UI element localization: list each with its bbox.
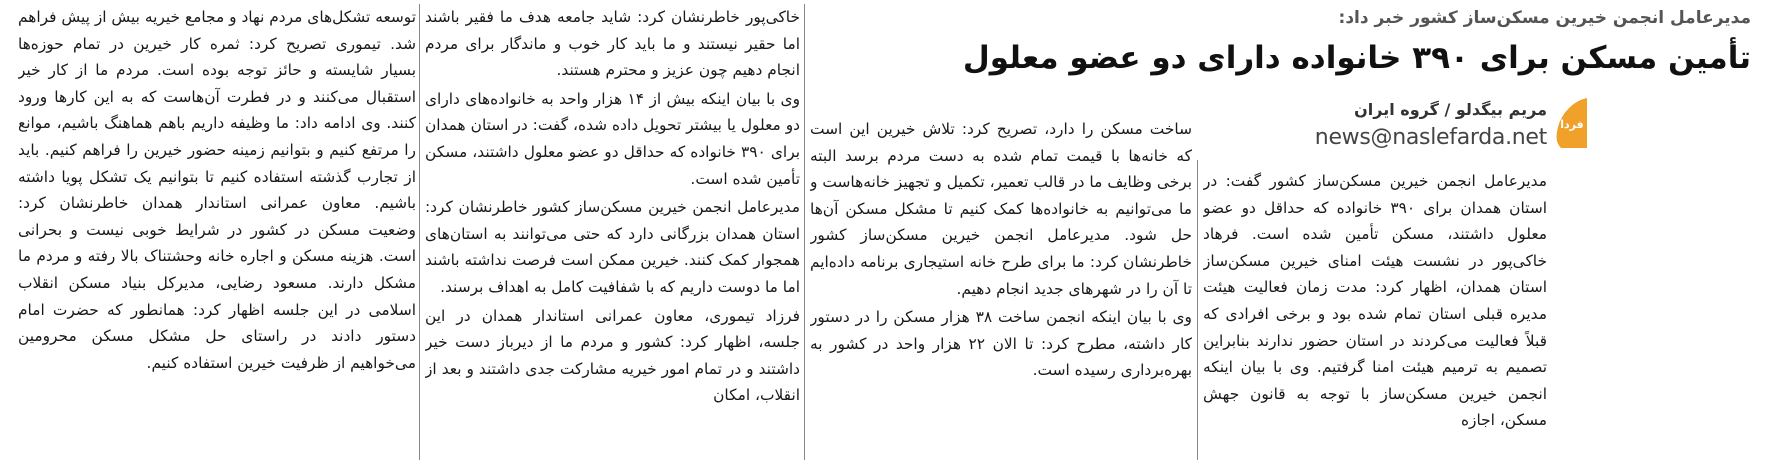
paragraph: مدیرعامل انجمن خیرین مسکن‌ساز کشور گفت: در استان همدان برای ۳۹۰ خانواده که حداقل دو عضو معلول داشتند، مسکن تأمین شده است. فرهاد خاکی‌پور در نشست هیئت امنای خیرین مسکن‌ساز استان همدان، اظهار کرد: مدت زمان فعالیت هیئت مدیره قبلی استان تمام شده بود و برخی افرادی که قبلاً فعالیت می‌کردند در استان حضور ندارند بنابراین تصمیم به ترمیم هیئت امنا گرفتیم. وی با بیان اینکه انجمن خیرین مسکن‌ساز با توجه به قانون جهش مسکن، اجازه [1203, 172, 1547, 430]
paragraph: وی با بیان اینکه انجمن ساخت ۳۸ هزار مسکن را در دستور کار داشته، مطرح کرد: تا الان ۲۲ هزار واحد در کشور به بهره‌برداری رسیده است. [810, 308, 1192, 380]
contact-email[interactable]: news@naslefarda.net [1314, 125, 1547, 150]
divider-left-middle [804, 4, 805, 460]
article-column-3 [425, 4, 800, 467]
paragraph: توسعه تشکل‌های مردم نهاد و مجامع خیریه بیش از پیش فراهم شد. تیموری تصریح کرد: ثمره کار خیرین در تمام حوزه‌ها بسیار شایسته و حائز توجه بوده است. مردم ما از کار خیر استقبال می‌کنند و در فطرت آن‌هاست که به این کارها ورود کنند. وی ادامه داد: ما وظیفه داریم باهم هماهنگ باشیم، موانع را مرتفع کنیم و بتوانیم زمینه حضور خیرین را فراهم کنیم. باید از تجارب گذشته استفاده کنیم تا بتوانیم یک تشکل پویا داشته باشیم. معاون عمرانی استاندار همدان خاطرنشان کرد: وضعیت مسکن در کشور در شرایط خوبی نیست و بحرانی است. هزینه مسکن و اجاره خانه وحشتناک بالا رفته و مردم ما مشکل دارند. مسعود رضایی، مدیرکل بنیاد مسکن انقلاب اسلامی در این جلسه اظهار کرد: همانطور که حضرت امام دستور دادند در راستای حل مشکل مسکن محرومین می‌خواهیم از ظرفیت خیرین استفاده کنیم. [18, 8, 416, 372]
article-headline: تأمین مسکن برای ۳۹۰ خانواده دارای دو عضو معلول [962, 40, 1751, 76]
paragraph: خاکی‌پور خاطرنشان کرد: شاید جامعه هدف ما فقیر باشند اما حقیر نیستند و ما باید کار خوب و ماندگار برای مردم انجام دهیم چون عزیز و محترم هستند. [425, 8, 800, 80]
paragraph: مدیرعامل انجمن خیرین مسکن‌ساز کشور خاطرنشان کرد: استان همدان بزرگانی دارد که حتی می‌توانند به استان‌های همجوار کمک کنند. خیرین ممکن است فرصت نداشته باشند اما ما دوست داریم که با شفافیت کامل به اهداف برسند. [425, 198, 800, 296]
byline: مریم بیگدلو / گروه ایران [1354, 100, 1547, 119]
paragraph: فرزاد تیموری، معاون عمرانی استاندار همدان در این جلسه، اظهار کرد: کشور و مردم ما از دیرباز دست خیر داشتند و در تمام امور خیریه مشارکت جدی داشتند و بعد از انقلاب، امکان [425, 306, 800, 405]
article-kicker: مدیرعامل انجمن خیرین مسکن‌ساز کشور خبر داد: [1338, 8, 1751, 28]
logo [1553, 96, 1591, 150]
article-column-2 [810, 116, 1192, 467]
paragraph: وی با بیان اینکه بیش از ۱۴ هزار واحد به خانواده‌های دارای دو معلول یا بیشتر تحویل داده شده، گفت: در استان همدان برای ۳۹۰ خانواده که حداقل دو عضو معلول داشتند، مسکن تأمین شده است. [425, 89, 800, 188]
logo-text: فردا [1560, 118, 1584, 131]
article-column-1 [1203, 168, 1547, 467]
divider-right-column [1197, 160, 1198, 460]
paragraph: ساخت مسکن را دارد، تصریح کرد: تلاش خیرین این است که خانه‌ها با قیمت تمام شده به دست مردم برسد البته برخی وظایف ما در قالب تعمیر، تکمیل و تجهیز خانه‌هاست و ما می‌توانیم به خانواده‌ها کمک کنیم تا مشکل مسکن آن‌ها حل شود. مدیرعامل انجمن خیرین مسکن‌ساز کشور خاطرنشان کرد: ما برای طرح خانه استیجاری برنامه داده‌ایم تا آن را در شهرهای جدید انجام دهیم. [810, 120, 1192, 298]
divider-left [419, 4, 420, 460]
article-column-4 [18, 4, 416, 467]
logo-mark [1553, 96, 1591, 150]
